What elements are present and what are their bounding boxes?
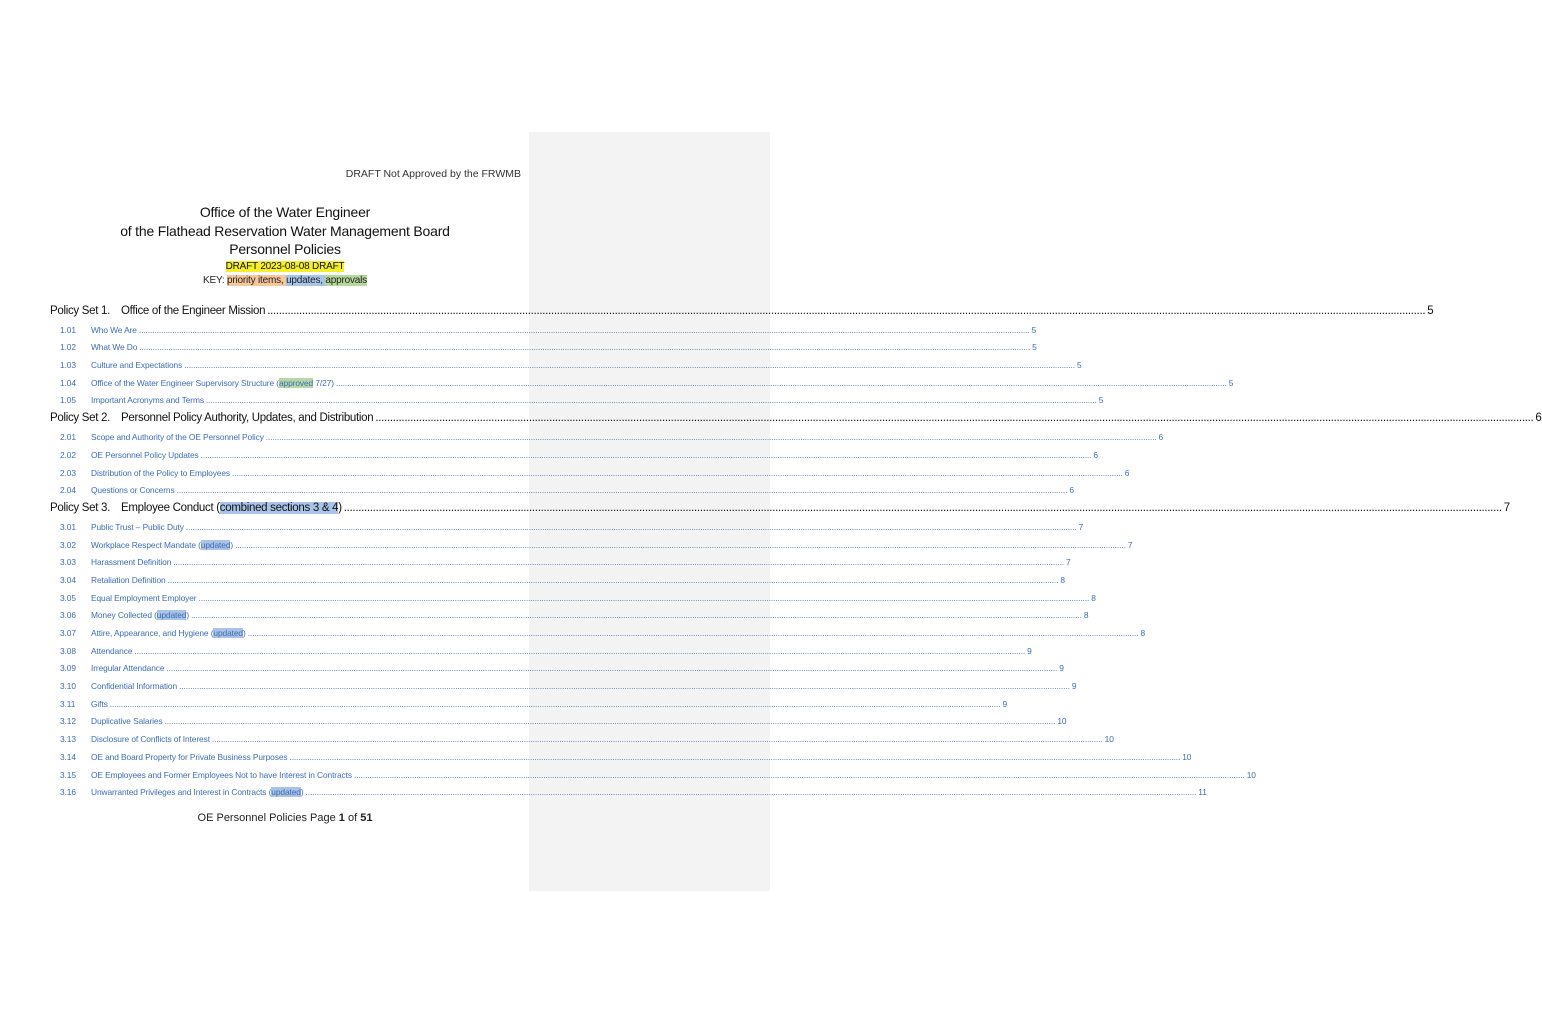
- toc-item-leader-dots: ................................................................................................................................................................................................................................................................................................................................................................................................................: [184, 360, 1075, 371]
- toc-item-leader-dots: ................................................................................................................................................................................................................................................................................................................................................................................................................: [164, 716, 1056, 727]
- toc-item-page: 9: [1002, 698, 1008, 709]
- toc-set-page: 5: [1427, 305, 1434, 317]
- toc-item-leader-dots: ................................................................................................................................................................................................................................................................................................................................................................................................................: [211, 734, 1103, 745]
- toc-item-title: [91, 610, 189, 620]
- toc-item-title: [91, 378, 334, 388]
- toc-set-number: Policy Set 2.: [50, 412, 111, 425]
- toc-item-title: Confidential Information: [91, 681, 178, 692]
- toc-item-page: 7: [1066, 557, 1071, 568]
- toc-item-title: [91, 787, 304, 797]
- footer-page-number: 1: [338, 812, 345, 824]
- draft-date-line: [50, 260, 520, 274]
- toc-set-title: [121, 502, 342, 514]
- toc-item[interactable]: [50, 532, 1133, 550]
- toc-item-page: 9: [1059, 663, 1064, 674]
- key-separator-1: ,: [280, 274, 287, 286]
- toc-leader-dots: ................................................................................................................................................................................................................................................................................................................................................................................................................: [343, 502, 1502, 515]
- toc-item[interactable]: [50, 638, 1032, 656]
- toc-item[interactable]: [50, 317, 1037, 335]
- toc-item[interactable]: [50, 762, 1256, 780]
- title-line-1: Office of the Water Engineer: [199, 204, 371, 220]
- toc-item-page: 8: [1083, 610, 1089, 621]
- toc-item-number: 3.11: [60, 698, 76, 709]
- toc-policy-set[interactable]: [50, 405, 1542, 425]
- toc-item-title: Culture and Expectations: [91, 360, 183, 371]
- toc-item-page: 10: [1104, 734, 1114, 745]
- key-updates: updates: [286, 274, 321, 286]
- toc-set-number: Policy Set 3.: [50, 502, 111, 515]
- toc-item[interactable]: [50, 691, 1008, 709]
- toc-item-leader-dots: ................................................................................................................................................................................................................................................................................................................................................................................................................: [134, 645, 1026, 656]
- toc-item-number: 3.10: [60, 681, 76, 692]
- toc-item-leader-dots: ................................................................................................................................................................................................................................................................................................................................................................................................................: [200, 449, 1092, 460]
- toc-item-leader-dots: ................................................................................................................................................................................................................................................................................................................................................................................................................: [185, 521, 1077, 532]
- toc-item-page: 5: [1076, 360, 1082, 371]
- toc-item[interactable]: [50, 567, 1065, 585]
- toc-item-page: 8: [1091, 592, 1096, 603]
- toc-item-number: 3.12: [60, 716, 76, 727]
- toc-item-leader-dots: ................................................................................................................................................................................................................................................................................................................................................................................................................: [335, 377, 1227, 388]
- draft-date-highlight: DRAFT 2023-08-08 DRAFT: [225, 260, 345, 272]
- toc-item-title: OE and Board Property for Private Business Purposes: [91, 751, 288, 762]
- toc-leader-dots: ................................................................................................................................................................................................................................................................................................................................................................................................................: [375, 412, 1534, 425]
- toc-item-number: 3.01: [60, 521, 76, 532]
- toc-item-number: 3.02: [60, 539, 76, 550]
- key-priority-items: priority items: [227, 274, 281, 286]
- toc-item-number: 3.05: [60, 592, 76, 603]
- toc-item-number: 1.02: [60, 342, 76, 353]
- toc-item-number: 1.01: [60, 324, 76, 335]
- toc-item-number: 3.14: [60, 751, 76, 762]
- toc-item-title: Gifts: [91, 698, 108, 709]
- toc-policy-set[interactable]: [50, 495, 1510, 515]
- toc-item-title: Harassment Definition: [91, 557, 172, 568]
- toc-item-page: 8: [1140, 628, 1145, 638]
- toc-item-title-post: ): [186, 610, 190, 621]
- toc-item-page: 6: [1158, 432, 1164, 443]
- toc-item-title-pre: Office of the Water Engineer Supervisory Structure (: [91, 377, 279, 388]
- toc-item-status-tag: updated: [156, 610, 187, 621]
- toc-item-title: Questions or Concerns: [91, 485, 175, 496]
- toc-item-leader-dots: ................................................................................................................................................................................................................................................................................................................................................................................................................: [247, 628, 1139, 638]
- toc-item-number: 2.03: [60, 467, 76, 478]
- footer-page-total: 51: [360, 812, 373, 824]
- toc-item-number: 3.09: [60, 663, 76, 674]
- toc-item-title-pre: Attire, Appearance, and Hygiene (: [91, 628, 214, 638]
- toc-item-number: 2.01: [60, 432, 76, 443]
- toc-item-title-pre: Unwarranted Privileges and Interest in Contracts (: [91, 787, 272, 798]
- toc-item-page: 5: [1098, 395, 1104, 406]
- toc-item-title: OE Employees and Former Employees Not to have Interest in Contracts: [91, 769, 352, 780]
- toc-set-title-post: ): [338, 502, 342, 515]
- toc-item-leader-dots: ................................................................................................................................................................................................................................................................................................................................................................................................................: [353, 769, 1245, 780]
- toc-item-leader-dots: ................................................................................................................................................................................................................................................................................................................................................................................................................: [176, 485, 1068, 496]
- toc-set-title: Office of the Engineer Mission: [121, 305, 266, 317]
- toc-item-number: 2.02: [60, 449, 76, 460]
- toc-item[interactable]: [50, 352, 1082, 371]
- toc-item-leader-dots: ................................................................................................................................................................................................................................................................................................................................................................................................................: [138, 324, 1030, 335]
- toc-item-leader-dots: ................................................................................................................................................................................................................................................................................................................................................................................................................: [179, 681, 1070, 692]
- toc-item-title-post: ): [230, 539, 234, 550]
- toc-item-number: 3.03: [60, 557, 76, 568]
- toc-set-number: Policy Set 1.: [50, 305, 111, 317]
- toc-item-status-tag: updated: [213, 628, 243, 638]
- toc-item-number: 1.04: [60, 377, 76, 388]
- toc-item-title: Equal Employment Employer: [91, 592, 197, 603]
- toc-item-leader-dots: ................................................................................................................................................................................................................................................................................................................................................................................................................: [305, 787, 1197, 798]
- table-of-contents: [50, 298, 1542, 798]
- toc-item-title-post: ): [242, 628, 246, 638]
- toc-item-leader-dots: ................................................................................................................................................................................................................................................................................................................................................................................................................: [265, 432, 1157, 443]
- toc-item[interactable]: [50, 726, 1114, 745]
- toc-item-leader-dots: ................................................................................................................................................................................................................................................................................................................................................................................................................: [139, 342, 1031, 353]
- toc-item-page: 5: [1228, 377, 1234, 388]
- toc-item-page: 8: [1060, 574, 1065, 585]
- toc-item[interactable]: [50, 550, 1071, 568]
- toc-item-title-pre: Money Collected (: [91, 610, 157, 621]
- toc-item-page: 5: [1031, 324, 1037, 335]
- key-separator-2: ,: [320, 274, 326, 286]
- toc-item-status-tag: updated: [200, 539, 231, 550]
- toc-item-title: Distribution of the Policy to Employees: [91, 467, 231, 478]
- toc-item-title: Public Trust – Public Duty: [91, 521, 184, 532]
- toc-item-number: 3.13: [60, 734, 76, 745]
- toc-item[interactable]: [50, 603, 1089, 621]
- toc-item-leader-dots: ................................................................................................................................................................................................................................................................................................................................................................................................................: [232, 467, 1123, 478]
- toc-item-leader-dots: ................................................................................................................................................................................................................................................................................................................................................................................................................: [167, 574, 1059, 585]
- toc-item-title: Scope and Authority of the OE Personnel Policy: [91, 432, 264, 443]
- toc-item-number: 2.04: [60, 485, 76, 496]
- toc-item-title: Duplicative Salaries: [91, 716, 163, 727]
- toc-set-title-pre: Employee Conduct (: [121, 502, 220, 515]
- key-prefix: KEY:: [203, 274, 228, 286]
- toc-item-page: 9: [1071, 681, 1077, 692]
- toc-item-page: 10: [1182, 751, 1192, 762]
- toc-item-title: Irregular Attendance: [91, 663, 165, 674]
- toc-item-page: 9: [1027, 645, 1032, 656]
- toc-item[interactable]: [50, 744, 1192, 762]
- toc-item-page: 6: [1093, 449, 1098, 460]
- footer-of: of: [344, 812, 361, 824]
- toc-item-title: Attendance: [91, 645, 133, 656]
- toc-item[interactable]: [50, 585, 1096, 603]
- toc-item-leader-dots: ................................................................................................................................................................................................................................................................................................................................................................................................................: [198, 592, 1090, 603]
- toc-item[interactable]: [50, 709, 1067, 727]
- toc-item-page: 7: [1127, 539, 1133, 550]
- toc-item-leader-dots: ................................................................................................................................................................................................................................................................................................................................................................................................................: [166, 663, 1058, 674]
- toc-set-title-tag: combined sections 3 & 4: [219, 502, 339, 515]
- toc-item[interactable]: [50, 673, 1077, 692]
- key-approvals: approvals: [325, 274, 367, 286]
- toc-item-title: OE Personnel Policy Updates: [91, 449, 199, 460]
- toc-item-title: What We Do: [91, 342, 138, 353]
- toc-item[interactable]: [50, 780, 1207, 798]
- toc-item-title-post: 7/27): [313, 377, 334, 388]
- toc-item-title: Disclosure of Conflicts of Interest: [91, 734, 210, 745]
- toc-item-title: Who We Are: [91, 324, 137, 335]
- toc-set-title: Personnel Policy Authority, Updates, and Distribution: [121, 412, 374, 425]
- toc-item[interactable]: [50, 335, 1037, 353]
- title-line-2: of the Flathead Reservation Water Management Board: [120, 222, 450, 239]
- toc-item[interactable]: [50, 370, 1234, 388]
- toc-item[interactable]: [50, 656, 1064, 674]
- title-line-3: Personnel Policies: [229, 241, 341, 257]
- toc-item-title: Important Acronyms and Terms: [91, 395, 204, 406]
- toc-item-title: [91, 540, 233, 550]
- toc-set-page: 6: [1535, 412, 1542, 425]
- toc-item-number: 1.05: [60, 395, 76, 406]
- toc-item-page: 6: [1124, 467, 1130, 478]
- toc-item-number: 3.15: [60, 769, 76, 780]
- toc-item[interactable]: [50, 460, 1130, 478]
- toc-policy-set[interactable]: [50, 298, 1434, 317]
- footer-prefix: OE Personnel Policies Page: [197, 812, 339, 824]
- toc-item-number: 3.04: [60, 574, 76, 585]
- toc-item-leader-dots: ................................................................................................................................................................................................................................................................................................................................................................................................................: [235, 539, 1126, 550]
- toc-item-status-tag: updated: [271, 787, 301, 798]
- toc-item-number: 1.03: [60, 360, 76, 371]
- toc-item-leader-dots: ................................................................................................................................................................................................................................................................................................................................................................................................................: [205, 395, 1097, 406]
- toc-item-title: Retaliation Definition: [91, 574, 166, 585]
- title-block: [50, 203, 520, 288]
- toc-item-page: 10: [1246, 769, 1256, 780]
- toc-item-page: 7: [1078, 521, 1084, 532]
- toc-item-number: 3.08: [60, 645, 76, 656]
- page-footer: [50, 812, 520, 824]
- toc-item-leader-dots: ................................................................................................................................................................................................................................................................................................................................................................................................................: [191, 610, 1082, 621]
- toc-item-status-tag: approved: [278, 377, 314, 388]
- toc-item-title-pre: Workplace Respect Mandate (: [91, 539, 201, 550]
- toc-item[interactable]: [50, 424, 1164, 443]
- toc-item[interactable]: [50, 388, 1104, 406]
- toc-item-title-post: ): [300, 787, 304, 798]
- draft-header-note: DRAFT Not Approved by the FRWMB: [345, 168, 521, 180]
- toc-item-page: 5: [1032, 342, 1037, 353]
- toc-item-leader-dots: ................................................................................................................................................................................................................................................................................................................................................................................................................: [173, 557, 1065, 568]
- toc-item-number: 3.07: [60, 628, 76, 638]
- key-legend: [50, 274, 520, 288]
- toc-item-title: [91, 628, 246, 638]
- toc-item-number: 3.06: [60, 610, 76, 621]
- toc-item-number: 3.16: [60, 787, 76, 798]
- toc-item[interactable]: [50, 514, 1084, 532]
- toc-item-page: 6: [1069, 485, 1074, 496]
- toc-set-page: 7: [1503, 502, 1510, 515]
- toc-leader-dots: ................................................................................................................................................................................................................................................................................................................................................................................................................: [267, 305, 1426, 317]
- toc-item[interactable]: [50, 478, 1074, 496]
- toc-item-page: 11: [1198, 787, 1207, 798]
- toc-item-page: 10: [1057, 716, 1067, 727]
- toc-item-leader-dots: ................................................................................................................................................................................................................................................................................................................................................................................................................: [109, 698, 1001, 709]
- toc-item-leader-dots: ................................................................................................................................................................................................................................................................................................................................................................................................................: [289, 751, 1181, 762]
- toc-item[interactable]: [50, 442, 1098, 460]
- toc-item[interactable]: [50, 620, 1145, 638]
